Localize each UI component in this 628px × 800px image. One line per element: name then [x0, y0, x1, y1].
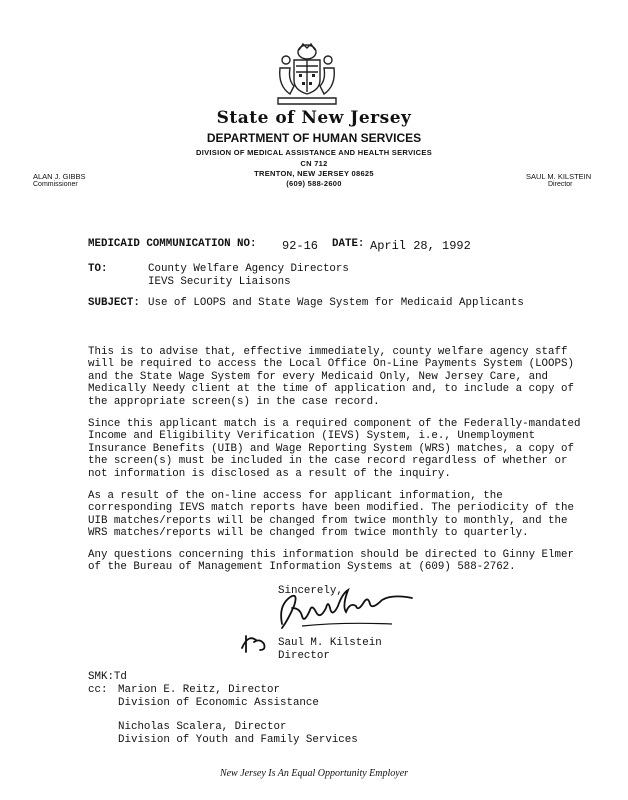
- address: TRENTON, NEW JERSEY 08625: [254, 169, 374, 178]
- signer-title: Director: [278, 650, 330, 662]
- signer-name: Saul M. Kilstein: [278, 637, 382, 649]
- for-mark-icon: [240, 628, 270, 654]
- cc2-division: Division of Youth and Family Services: [118, 734, 358, 746]
- date-value: April 28, 1992: [370, 239, 471, 253]
- state-name: State of New Jersey: [216, 108, 412, 128]
- commissioner-name: ALAN J. GIBBS: [33, 172, 86, 181]
- commissioner-title: Commissioner: [33, 181, 78, 188]
- paragraph-1: This is to advise that, effective immediately, county welfare agency staff will be required to access the Local Office On-Line Payments System (LOOPS) and the State Wage System for every Medicaid Only, New Jersey Care, and Medically Needy client at the time of application and, to include a copy of the appropriate screen(s) in the case record.: [88, 346, 574, 408]
- paragraph-4: Any questions concerning this information should be directed to Ginny Elmer of the Bureau of Management Information Systems at (609) 588-2762.: [88, 549, 574, 574]
- director-name: SAUL M. KILSTEIN: [526, 172, 592, 181]
- cc2-name: Nicholas Scalera, Director: [118, 721, 287, 733]
- communication-label: MEDICAID COMMUNICATION NO:: [88, 238, 257, 250]
- footer-eoe: New Jersey Is An Equal Opportunity Employer: [219, 768, 409, 779]
- state-seal-icon: [272, 38, 342, 108]
- salutation: Sincerely,: [278, 585, 343, 597]
- communication-number: 92-16: [282, 239, 319, 253]
- cc1-name: Marion E. Reitz, Director: [118, 684, 280, 696]
- cc1-division: Division of Economic Assistance: [118, 697, 319, 709]
- to-recipient-2: IEVS Security Liaisons: [148, 276, 291, 288]
- typist-initials: SMK:Td: [88, 671, 127, 683]
- subject-label: SUBJECT:: [88, 297, 140, 309]
- subject-value: Use of LOOPS and State Wage System for Medicaid Applicants: [148, 297, 524, 309]
- director-title: Director: [548, 181, 573, 188]
- to-label: TO:: [88, 263, 108, 275]
- to-recipient-1: County Welfare Agency Directors: [148, 263, 349, 275]
- department-name: DEPARTMENT OF HUMAN SERVICES: [206, 131, 422, 145]
- cn-box: CN 712: [300, 159, 328, 168]
- date-label: DATE:: [332, 238, 365, 250]
- signature-icon: [262, 586, 422, 636]
- division-name: DIVISION OF MEDICAL ASSISTANCE AND HEALTH SERVICES: [196, 148, 432, 157]
- phone: (609) 588-2600: [286, 179, 342, 188]
- cc-label: cc:: [88, 684, 108, 696]
- paragraph-3: As a result of the on-line access for applicant information, the corresponding IEVS match reports have been modified. The periodicity of the UIB matches/reports will be changed from twice monthly to monthly, and the WRS matches/reports will be changed from twice monthly to quarterly.: [88, 490, 574, 540]
- paragraph-2: Since this applicant match is a required component of the Federally-mandated Income and Eligibility Verification (IEVS) System, i.e., Unemployment Insurance Benefits (UIB) and Wage Reporting System (WRS) matches, a copy of the screen(s) must be included in the case record regardless of whether or not information is disclosed as a result of the inquiry.: [88, 418, 581, 480]
